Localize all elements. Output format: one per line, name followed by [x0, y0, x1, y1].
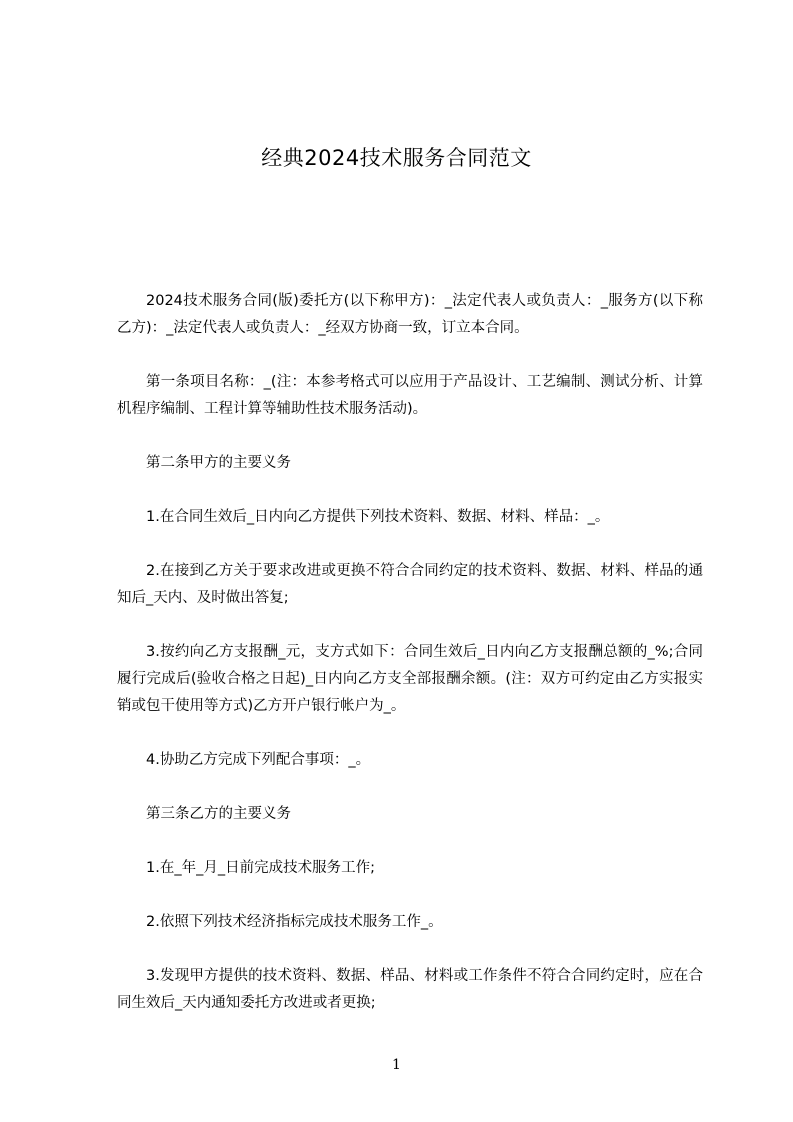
document-body — [117, 288, 703, 1017]
paragraph-gap — [117, 774, 703, 801]
section-heading-party-b: 第三条乙方的主要义务 — [146, 806, 291, 822]
paragraph-gap — [117, 720, 703, 747]
document-title: 经典2024技术服务合同范文 — [261, 146, 532, 170]
list-item: 3.按约向乙方支报酬_元，支方式如下：合同生效后_日内向乙方支报酬总额的_%;合同履行完成后(验收合格之日起)_日内向乙方支全部报酬余额。(注：双方可约定由乙方实报实销或包干使用等方式)乙方开户银行帐户为_。 — [117, 644, 703, 714]
list-item: 1.在合同生效后_日内向乙方提供下列技术资料、数据、材料、样品：_。 — [146, 509, 610, 525]
list-item: 4.协助乙方完成下列配合事项：_。 — [146, 752, 371, 768]
paragraph-gap — [117, 423, 703, 450]
paragraph-article-1: 第一条项目名称：_(注：本参考格式可以应用于产品设计、工艺编制、测试分析、计算机程序编制、工程计算等辅助性技术服务活动)。 — [117, 374, 703, 417]
paragraph-gap — [117, 342, 703, 369]
paragraph-gap — [117, 531, 703, 558]
paragraph-intro: 2024技术服务合同(版)委托方(以下称甲方)：_法定代表人或负责人：_服务方(以下称乙方)：_法定代表人或负责人：_经双方协商一致，订立本合同。 — [117, 293, 703, 336]
paragraph-gap — [117, 936, 703, 963]
list-item: 1.在_年_月_日前完成技术服务工作; — [146, 860, 375, 876]
paragraph-gap — [117, 477, 703, 504]
section-heading-party-a: 第二条甲方的主要义务 — [146, 455, 291, 471]
paragraph-gap — [117, 828, 703, 855]
paragraph-gap — [117, 882, 703, 909]
list-item: 3.发现甲方提供的技术资料、数据、样品、材料或工作条件不符合合同约定时，应在合同生效后_天内通知委托方改进或者更换; — [117, 968, 703, 1011]
page-number: 1 — [392, 1057, 401, 1073]
list-item: 2.在接到乙方关于要求改进或更换不符合合同约定的技术资料、数据、材料、样品的通知后_天内、及时做出答复; — [117, 563, 703, 606]
paragraph-gap — [117, 612, 703, 639]
list-item: 2.依照下列技术经济指标完成技术服务工作_。 — [146, 914, 443, 930]
